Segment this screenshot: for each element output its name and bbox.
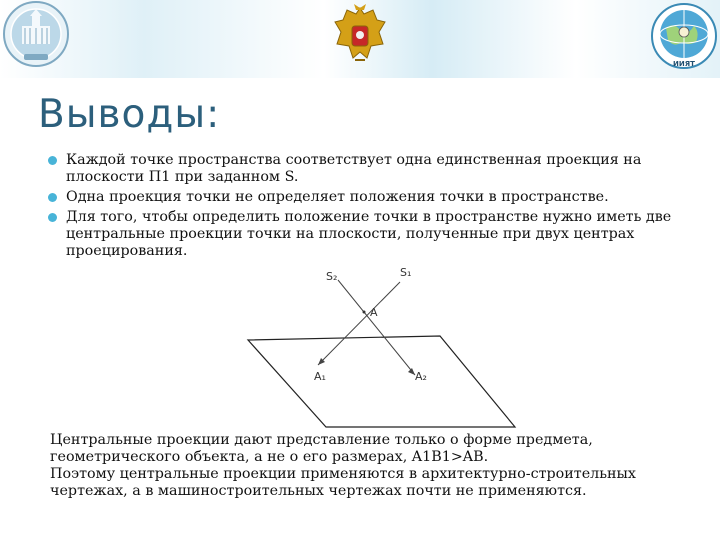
page-title: Выводы: — [38, 92, 221, 137]
bullet-text: Каждой точке пространства соответствует одна единственная проекция на плоскости П1 при заданном S. — [66, 152, 642, 185]
ray-s1 — [318, 282, 400, 365]
label-s1: S₁ — [400, 266, 412, 279]
point-a — [363, 311, 366, 314]
bullet-text: Одна проекция точки не определяет положения точки в пространстве. — [66, 189, 609, 205]
list-item — [46, 152, 686, 186]
label-a2: A₂ — [415, 370, 427, 383]
bullet-dot-icon — [48, 156, 57, 165]
university-building-logo-icon — [2, 0, 70, 68]
projection-diagram — [240, 262, 525, 442]
conclusion-line-2: Поэтому центральные проекции применяются в архитектурно-строительных чертежах, а в машиностроительных чертежах почти не применяются. — [50, 466, 636, 499]
globe-logo-icon — [650, 2, 718, 70]
bullet-dot-icon — [48, 213, 57, 222]
conclusion-line-1: Центральные проекции дают представление только о форме предмета, геометрического объекта, а не о его размерах, A1B1>AB. — [50, 432, 593, 465]
list-item — [46, 189, 686, 206]
bullet-list — [46, 152, 686, 263]
label-a: A — [370, 306, 378, 319]
bullet-dot-icon — [48, 193, 57, 202]
label-s2: S₂ — [326, 270, 338, 283]
list-item — [46, 209, 686, 260]
logo-right-label: ИИЯТ — [673, 60, 695, 68]
label-a1: A₁ — [314, 370, 326, 383]
ray-s2 — [338, 280, 415, 375]
russian-coat-of-arms-icon — [333, 2, 387, 70]
bullet-text: Для того, чтобы определить положение точки в пространстве нужно иметь две центральные проекции точки на плоскости, полученные при двух центрах проецирования. — [66, 209, 672, 259]
conclusion-text — [50, 432, 690, 500]
projection-plane — [248, 336, 515, 427]
arrow-a2-icon — [408, 368, 415, 375]
